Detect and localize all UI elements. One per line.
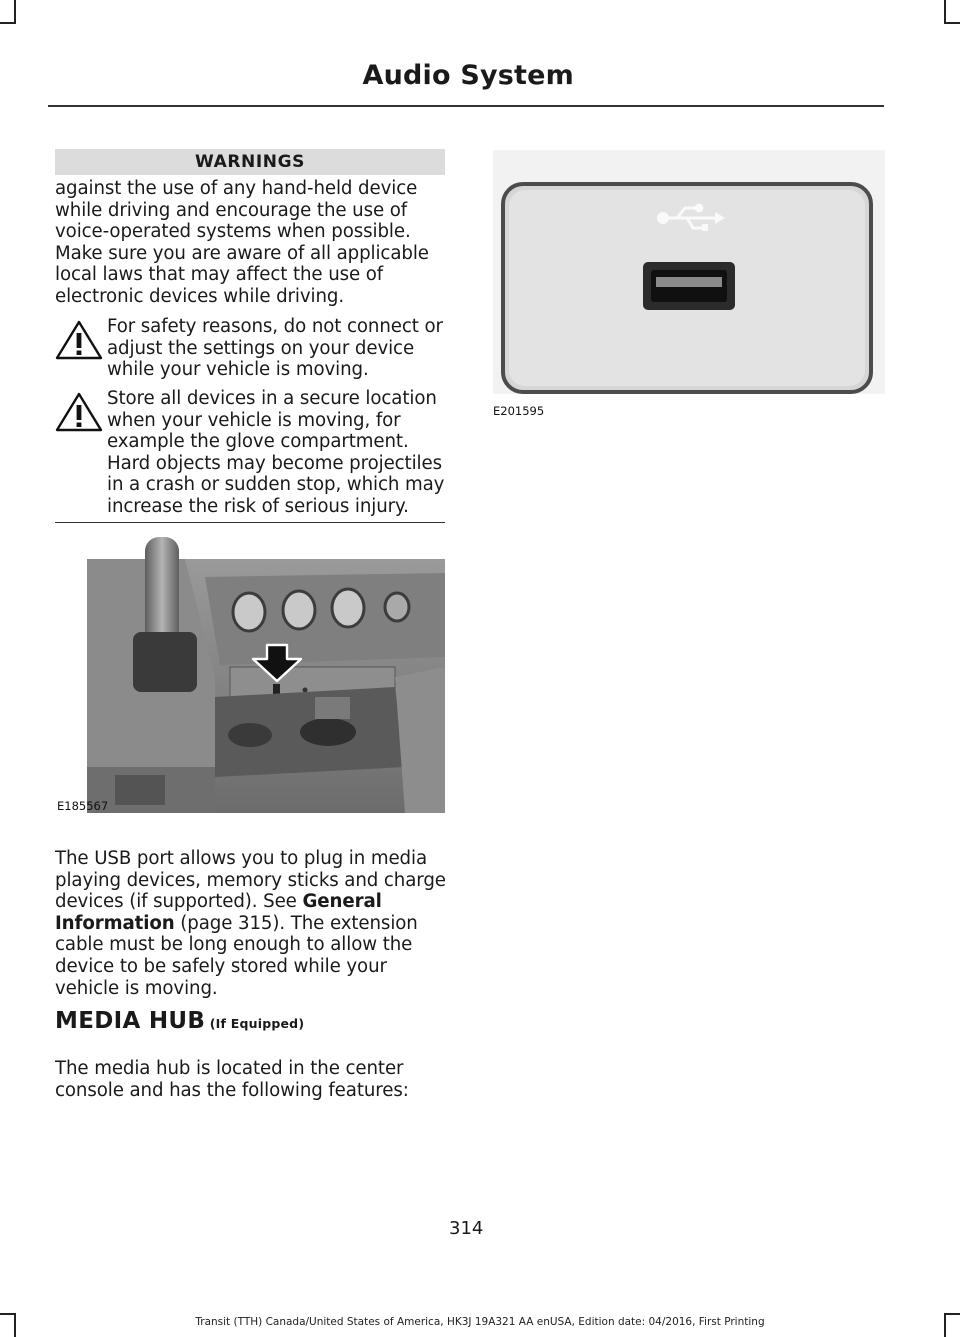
crop-mark (944, 22, 960, 24)
crop-mark (0, 1313, 16, 1315)
figure-code: E185567 (57, 799, 109, 813)
header-divider (48, 105, 884, 107)
section-title-text: MEDIA HUB (55, 1008, 206, 1034)
footer-text: Transit (TTH) Canada/United States of America, HK3J 19A321 AA enUSA, Edition date: 04/2016, First Printing (195, 1316, 765, 1328)
page-number: 314 (449, 1218, 484, 1239)
crop-mark (14, 0, 16, 24)
warning-triangle-icon (55, 392, 103, 432)
warning-item (55, 316, 447, 381)
warning-text: For safety reasons, do not connect or adjust the settings on your device while your vehicle is moving. (107, 316, 443, 381)
warnings-heading: WARNINGS (55, 149, 445, 175)
section-qualifier: (If Equipped) (205, 1016, 305, 1031)
usb-paragraph-text: (page 315). The extension cable must be long enough to allow the device to be safely stored while your vehicle is moving. (55, 912, 418, 999)
center-console-illustration (55, 537, 445, 813)
section-title-media-hub (55, 1008, 304, 1034)
warning-triangle-icon (55, 320, 103, 360)
crop-mark (944, 1313, 960, 1315)
usb-paragraph-text: The USB port allows you to plug in media playing devices, memory sticks and charge devices (if supported). See (55, 848, 446, 913)
figure-code-usb: E201595 (493, 404, 545, 418)
crop-mark (944, 0, 946, 24)
warning-text: Store all devices in a secure location when your vehicle is moving, for example the glove compartment. Hard objects may become projectiles in a crash or sudden stop, which may increase the risk of serious injury. (107, 388, 445, 517)
warnings-divider (55, 522, 445, 523)
general-information-link[interactable]: General Information (55, 891, 382, 934)
usb-paragraph (55, 848, 450, 999)
usb-port-illustration (493, 150, 885, 394)
media-hub-paragraph: The media hub is located in the center console and has the following features: (55, 1058, 409, 1101)
page-title: Audio System (362, 60, 574, 91)
warnings-intro: against the use of any hand-held device while driving and encourage the use of voice-operated systems when possible. Make sure you are aware of all applicable local laws that may affect the use of electronic devices while driving. (55, 178, 429, 307)
warning-item (55, 388, 447, 518)
crop-mark (0, 22, 16, 24)
